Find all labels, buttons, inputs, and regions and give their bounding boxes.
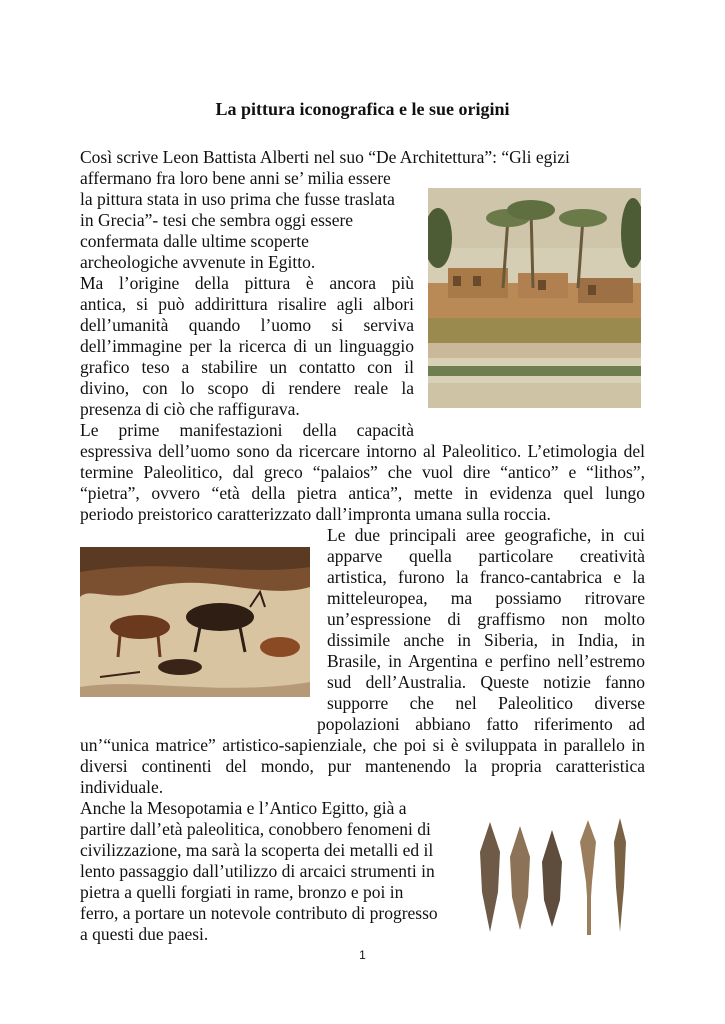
text-line: lento passaggio dall’utilizzo di arcaici strumenti in xyxy=(80,861,435,881)
stone-arrowheads-photo-icon xyxy=(476,812,638,940)
text-line: Le prime manifestazioni della capacità xyxy=(80,420,414,440)
text-line: pietra a quelli forgiati in rame, bronzo e poi in xyxy=(80,882,404,902)
page-number: 1 xyxy=(359,948,366,962)
text-line: un’espressione di graffismo non molto xyxy=(327,609,645,629)
text-line: diversi continenti del mondo, pur mantenendo la propria caratteristica xyxy=(80,756,645,776)
text-line: a questi due paesi. xyxy=(80,924,209,944)
text-line: “pietra”, ovvero “età della pietra antica”, mette in evidenza quel lungo xyxy=(80,483,645,503)
text-line: apparve quella particolare creatività xyxy=(327,546,645,566)
text-line: termine Paleolitico, dal greco “palaios” che vuol dire “antico” e “lithos”, xyxy=(80,462,645,482)
text-line: un’“unica matrice” artistico-sapienziale, che poi si è sviluppata in parallelo in xyxy=(80,735,645,755)
text-line: popolazioni abbiano fatto riferimento ad xyxy=(317,714,645,734)
text-line: mitteleuropea, ma possiamo ritrovare xyxy=(327,588,645,608)
text-line: Anche la Mesopotamia e l’Antico Egitto, già a xyxy=(80,798,407,818)
text-line: Ma l’origine della pittura è ancora più xyxy=(80,273,414,293)
text-line: ferro, a portare un notevole contributo di progresso xyxy=(80,903,438,923)
text-line: supporre che nel Paleolitico diverse xyxy=(327,693,645,713)
text-line: sud dell’Australia. Queste notizie fanno xyxy=(327,672,645,692)
text-line: civilizzazione, ma sarà la scoperta dei metalli ed il xyxy=(80,840,434,860)
egypt-village-photo-icon xyxy=(428,188,641,408)
text-line: in Grecia”- tesi che sembra oggi essere xyxy=(80,210,354,230)
text-line: individuale. xyxy=(80,777,164,797)
text-line: espressiva dell’uomo sono da ricercare intorno al Paleolitico. L’etimologia del xyxy=(80,441,645,461)
page-title: La pittura iconografica e le sue origini xyxy=(215,99,510,119)
text-line: antica, si può addirittura risalire agli albori xyxy=(80,294,414,314)
cave-painting-photo-icon xyxy=(80,547,310,697)
text-line: confermata dalle ultime scoperte xyxy=(80,231,309,251)
text-line: la pittura stata in uso prima che fusse traslata xyxy=(80,189,395,209)
text-line: periodo preistorico caratterizzato dall’impronta umana sulla roccia. xyxy=(80,504,551,524)
text-line: archeologiche avvenute in Egitto. xyxy=(80,252,316,272)
text-line: dissimile anche in Siberia, in India, in xyxy=(327,630,645,650)
text-line: dell’immagine per la ricerca di un linguaggio xyxy=(80,336,414,356)
text-line: divino, con lo scopo di rendere reale la xyxy=(80,378,414,398)
text-line: presenza di ciò che raffigurava. xyxy=(80,399,300,419)
text-line: affermano fra loro bene anni se’ milia essere xyxy=(80,168,391,188)
text-line: grafico teso a stabilire un contatto con il xyxy=(80,357,414,377)
text-line: artistica, furono la franco-cantabrica e la xyxy=(327,567,645,587)
text-line: Così scrive Leon Battista Alberti nel suo “De Architettura”: “Gli egizi xyxy=(80,147,570,167)
text-line: partire dall’età paleolitica, conobbero fenomeni di xyxy=(80,819,431,839)
text-line: Brasile, in Argentina e perfino nell’estremo xyxy=(327,651,645,671)
text-line: Le due principali aree geografiche, in cui xyxy=(327,525,645,545)
text-line: dell’umanità quando l’uomo si serviva xyxy=(80,315,414,335)
